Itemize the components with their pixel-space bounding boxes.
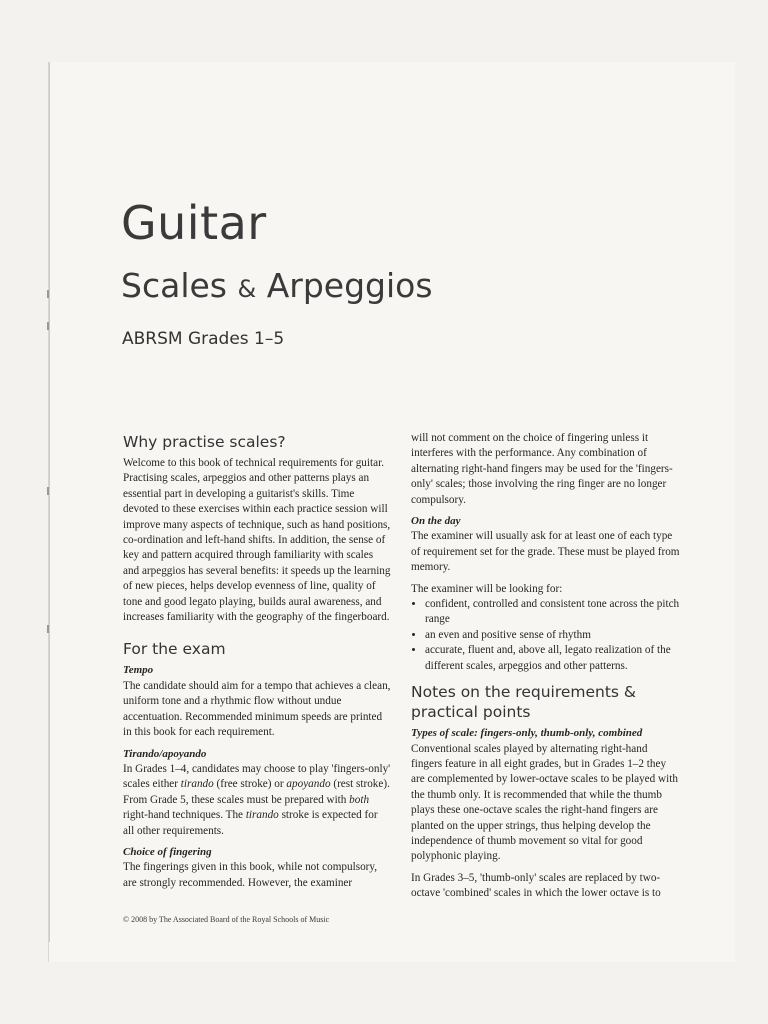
why-heading: Why practise scales? [123,433,286,451]
tirando-heading: Tirando/apoyando [123,747,207,760]
exam-heading: For the exam [123,640,226,659]
onday-paragraph: The examiner will usually ask for at least one of each type of requirement set for the grade. These must be played from memory. [411,530,680,574]
copyright-notice: © 2008 by The Associated Board of the Royal Schools of Music [123,915,330,924]
subtitle-scales: Scales [121,266,227,305]
subtitle-ampersand: & [237,275,257,303]
page-edge-line [49,62,50,942]
onday-heading: On the day [411,515,461,528]
margin-tick [47,290,49,298]
criteria-list [411,597,681,674]
margin-tick [47,322,49,330]
page-subtitle [121,266,433,305]
types-heading: Types of scale: fingers-only, thumb-only, combined [411,727,643,740]
looking-intro: The examiner will be looking for: [411,582,563,595]
tempo-heading: Tempo [123,664,154,677]
why-paragraph: Welcome to this book of technical requirements for guitar. Practising scales, arpeggios and other patterns plays an essential part in developing a guitarist's skills. Time devoted to these exercises within each practice session will improve many aspects of technique, such as hand positions, co-ordination and left-hand shifts. In addition, the sense of key and pattern acquired through familiarity with scales and arpeggios has several benefits: it speeds up the learning of new pieces, helps develop evenness of line, quality of tone and good legato playing, builds aural awareness, and increases familiarity with the geography of the fingerboard. [123,457,391,624]
list-item: • accurate, fluent and, above all, legato realization of the different scales, arpeggios and other patterns. [425,643,681,674]
continued-paragraph: will not comment on the choice of fingering unless it interferes with the performance. Any combination of alternating right-hand fingers may be used for the 'fingers-only' scales; those involving the ring finger are no longer compulsory. [411,432,673,506]
choice-paragraph: The fingerings given in this book, while not compulsory, are strongly recommended. However, the examiner [123,861,378,889]
margin-tick [47,487,49,495]
grades35-paragraph: In Grades 3–5, 'thumb-only' scales are replaced by two-octave 'combined' scales in which the lower octave is to [411,871,661,900]
list-item: • an even and positive sense of rhythm [425,628,681,643]
right-column [411,431,681,908]
choice-heading: Choice of fingering [123,845,212,858]
tempo-paragraph: The candidate should aim for a tempo that achieves a clean, uniform tone and a rhythmic flow without undue accentuation. Recommended minimum speeds are printed in this book for each requirement. [123,679,391,739]
notes-heading: Notes on the requirements & practical points [411,683,637,722]
margin-tick [47,625,49,633]
grades-label: ABRSM Grades 1–5 [122,329,285,349]
list-item: • confident, controlled and consistent tone across the pitch range [425,597,681,628]
left-column [123,432,391,897]
subtitle-arpeggios: Arpeggios [266,266,433,305]
tirando-paragraph: In Grades 1–4, candidates may choose to play 'fingers-only' scales either tirando (free stroke) or apoyando (rest stroke). From Grade 5, these scales must be prepared with both right-hand techniques. The tirando stroke is expected for all other requirements. [123,762,391,837]
page-title: Guitar [121,196,267,250]
types-paragraph: Conventional scales played by alternating right-hand fingers feature in all eight grades, but in Grades 1–2 they are complemented by lower-octave scales to be played with the thumb only. It is recommended that while the thumb plays these one-octave scales the right-hand fingers are planted on the upper strings, thus helping develop the independence of thumb movement so vital for good polyphonic playing. [411,742,678,863]
